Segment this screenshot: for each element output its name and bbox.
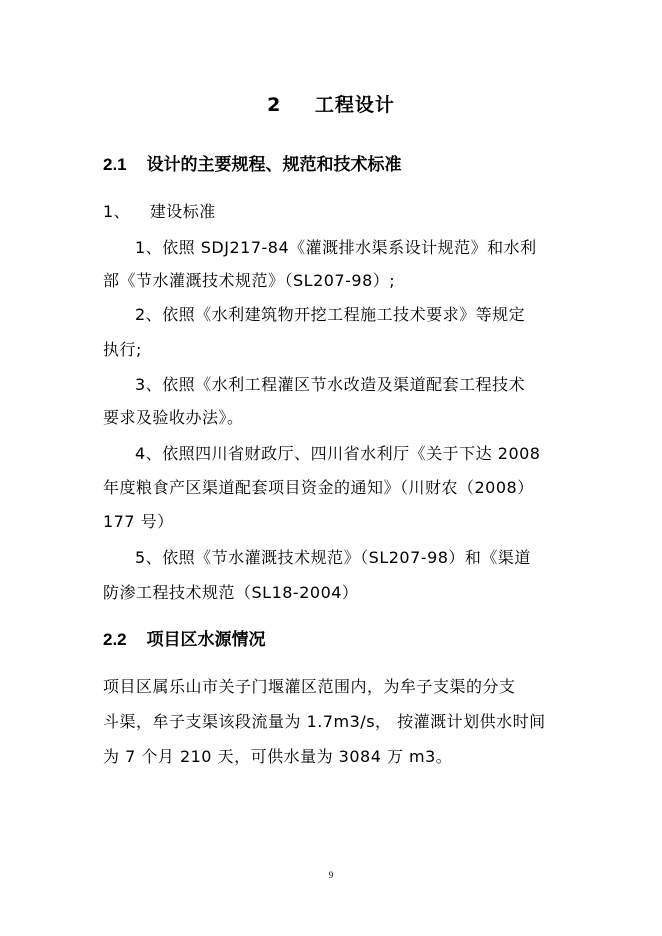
- sub-title: 建设标准: [149, 202, 216, 221]
- section-number: 2.1: [103, 155, 127, 174]
- paragraph-line: 斗渠，牟子支渠该段流量为 1.7m3/s， 按灌溉计划供水时间: [103, 712, 546, 731]
- standard-line: 1、依照 SDJ217-84《灌溉排水渠系设计规范》和水利: [135, 238, 537, 257]
- standard-line: 年度粮食产区渠道配套项目资金的通知》（川财农（2008）: [103, 478, 534, 497]
- page-number: 9: [328, 870, 334, 880]
- paragraph-line: 项目区属乐山市关子门堰灌区范围内，为牟子支渠的分支: [103, 677, 516, 696]
- section-heading-2-1: [103, 150, 402, 175]
- standard-line: 5、依照《节水灌溉技术规范》（SL207-98）和《渠道: [135, 548, 531, 567]
- subheading-standards: [103, 199, 216, 222]
- section-title: 项目区水源情况: [146, 630, 266, 650]
- chapter-title: 工程设计: [314, 94, 395, 116]
- standard-line: 防渗工程技术规范（SL18-2004）: [103, 583, 359, 602]
- chapter-number: 2: [267, 94, 282, 116]
- standard-line: 执行;: [103, 340, 142, 359]
- standard-line: 部《节水灌溉技术规范》（SL207-98）;: [103, 271, 396, 290]
- sub-number: 1、: [103, 202, 131, 221]
- section-title: 设计的主要规程、规范和技术标准: [146, 155, 402, 175]
- section-heading-2-2: [103, 625, 266, 650]
- standard-line: 177 号）: [103, 512, 174, 531]
- standard-line: 2、依照《水利建筑物开挖工程施工技术要求》等规定: [135, 305, 526, 324]
- standard-line: 要求及验收办法》。: [103, 408, 244, 427]
- section-number: 2.2: [103, 630, 127, 649]
- paragraph-line: 为 7 个月 210 天，可供水量为 3084 万 m3。: [103, 747, 453, 766]
- standard-line: 3、依照《水利工程灌区节水改造及渠道配套工程技术: [135, 375, 526, 394]
- chapter-heading: [0, 90, 662, 117]
- standard-line: 4、依照四川省财政厅、四川省水利厅《关于下达 2008: [135, 444, 541, 463]
